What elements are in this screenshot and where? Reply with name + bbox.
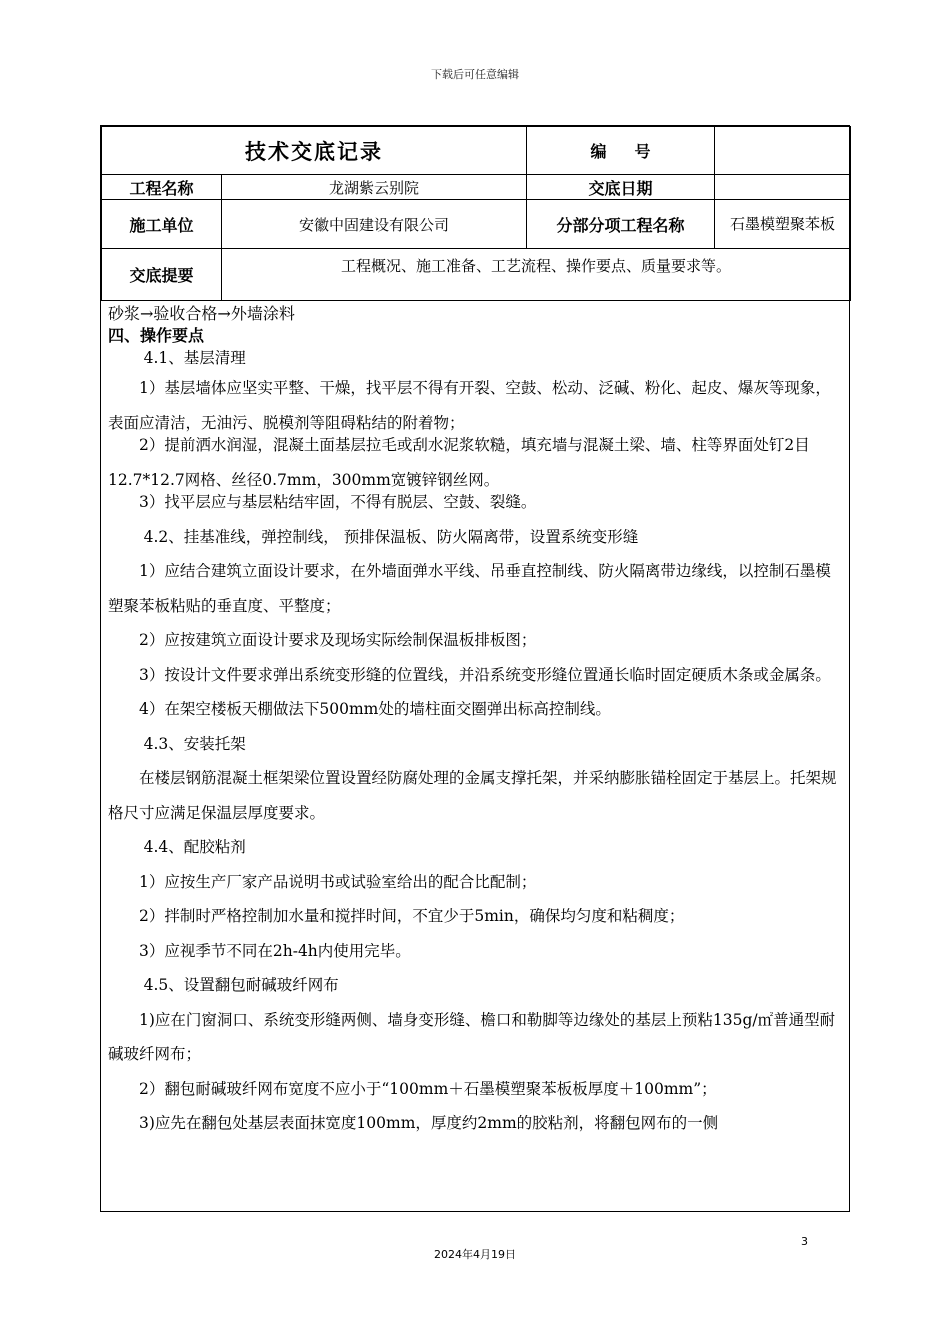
project-name-value: 龙湖紫云别院	[222, 175, 527, 200]
section-4-4-title: 4.4、配胶粘剂	[143, 838, 246, 856]
summary-value: 工程概况、施工准备、工艺流程、操作要点、质量要求等。	[222, 249, 851, 301]
subitem-value: 石墨模塑聚苯板	[715, 200, 851, 249]
section-4-1-item-1: 1）基层墙体应坚实平整、干燥，找平层不得有开裂、空鼓、松动、泛碱、粉化、起皮、爆灰等现象，表面应清洁，无油污、脱模剂等阻碍粘结的附着物；	[108, 379, 831, 432]
section-heading-4: 四、操作要点	[108, 326, 205, 345]
section-4-1-item-3: 3）找平层应与基层粘结牢固，不得有脱层、空鼓、裂缝。	[139, 493, 537, 511]
section-4-2-item-4: 4）在架空楼板天棚做法下500mm处的墙柱面交圈弹出标高控制线。	[139, 700, 611, 718]
contractor-value: 安徽中固建设有限公司	[222, 200, 527, 249]
project-name-label: 工程名称	[102, 175, 222, 200]
flow-line: 砂浆→验收合格→外墙涂料	[108, 304, 295, 323]
table-title: 技术交底记录	[102, 127, 527, 175]
section-4-2-item-2: 2）应按建筑立面设计要求及现场实际绘制保温板排板图；	[139, 631, 537, 649]
section-4-5-item-1: 1)应在门窗洞口、系统变形缝两侧、墙身变形缝、檐口和勒脚等边缘处的基层上预粘135g/㎡普通型耐碱玻纤网布；	[108, 1010, 836, 1063]
date-label: 交底日期	[527, 175, 715, 200]
number-label: 编号	[527, 127, 715, 175]
section-4-5-item-3: 3)应先在翻包处基层表面抹宽度100mm，厚度约2mm的胶粘剂，将翻包网布的一侧	[139, 1114, 719, 1132]
subitem-label: 分部分项工程名称	[527, 200, 715, 249]
section-4-5-title: 4.5、设置翻包耐碱玻纤网布	[143, 976, 339, 994]
document-body	[108, 303, 842, 1141]
section-4-1-item-2: 2）提前洒水润湿，混凝土面基层拉毛或刮水泥浆软糙，填充墙与混凝土梁、墙、柱等界面处钉2目12.7*12.7网格、丝径0.7mm，300mm宽镀锌钢丝网。	[108, 436, 810, 489]
section-4-2-title: 4.2、挂基准线，弹控制线， 预排保温板、防火隔离带，设置系统变形缝	[143, 527, 639, 546]
date-value	[715, 175, 851, 200]
header-table	[101, 126, 851, 301]
contractor-label: 施工单位	[102, 200, 222, 249]
number-value	[715, 127, 851, 175]
section-4-3-title: 4.3、安装托架	[143, 734, 246, 753]
section-4-2-item-1: 1）应结合建筑立面设计要求，在外墙面弹水平线、吊垂直控制线、防火隔离带边缘线，以控制石墨模塑聚苯板粘贴的垂直度、平整度；	[108, 562, 831, 615]
page-number: 3	[801, 1235, 808, 1248]
section-4-2-item-3: 3）按设计文件要求弹出系统变形缝的位置线，并沿系统变形缝位置通长临时固定硬质木条或金属条。	[139, 665, 831, 684]
section-4-4-item-3: 3）应视季节不同在2h-4h内使用完毕。	[139, 941, 411, 960]
section-4-4-item-2: 2）拌制时严格控制加水量和搅拌时间，不宜少于5min，确保均匀度和粘稠度；	[139, 907, 685, 925]
header-note: 下载后可任意编辑	[431, 68, 519, 81]
section-4-1-title: 4.1、基层清理	[143, 349, 246, 367]
footer-date: 2024年4月19日	[434, 1248, 516, 1261]
summary-label: 交底提要	[102, 249, 222, 301]
section-4-4-item-1: 1）应按生产厂家产品说明书或试验室给出的配合比配制；	[139, 872, 537, 891]
section-4-3-item-1: 在楼层钢筋混凝土框架梁位置设置经防腐处理的金属支撑托架，并采纳膨胀锚栓固定于基层上。托架规格尺寸应满足保温层厚度要求。	[108, 769, 837, 822]
section-4-5-item-2: 2）翻包耐碱玻纤网布宽度不应小于“100mm＋石墨模塑聚苯板板厚度＋100mm”；	[139, 1079, 717, 1098]
